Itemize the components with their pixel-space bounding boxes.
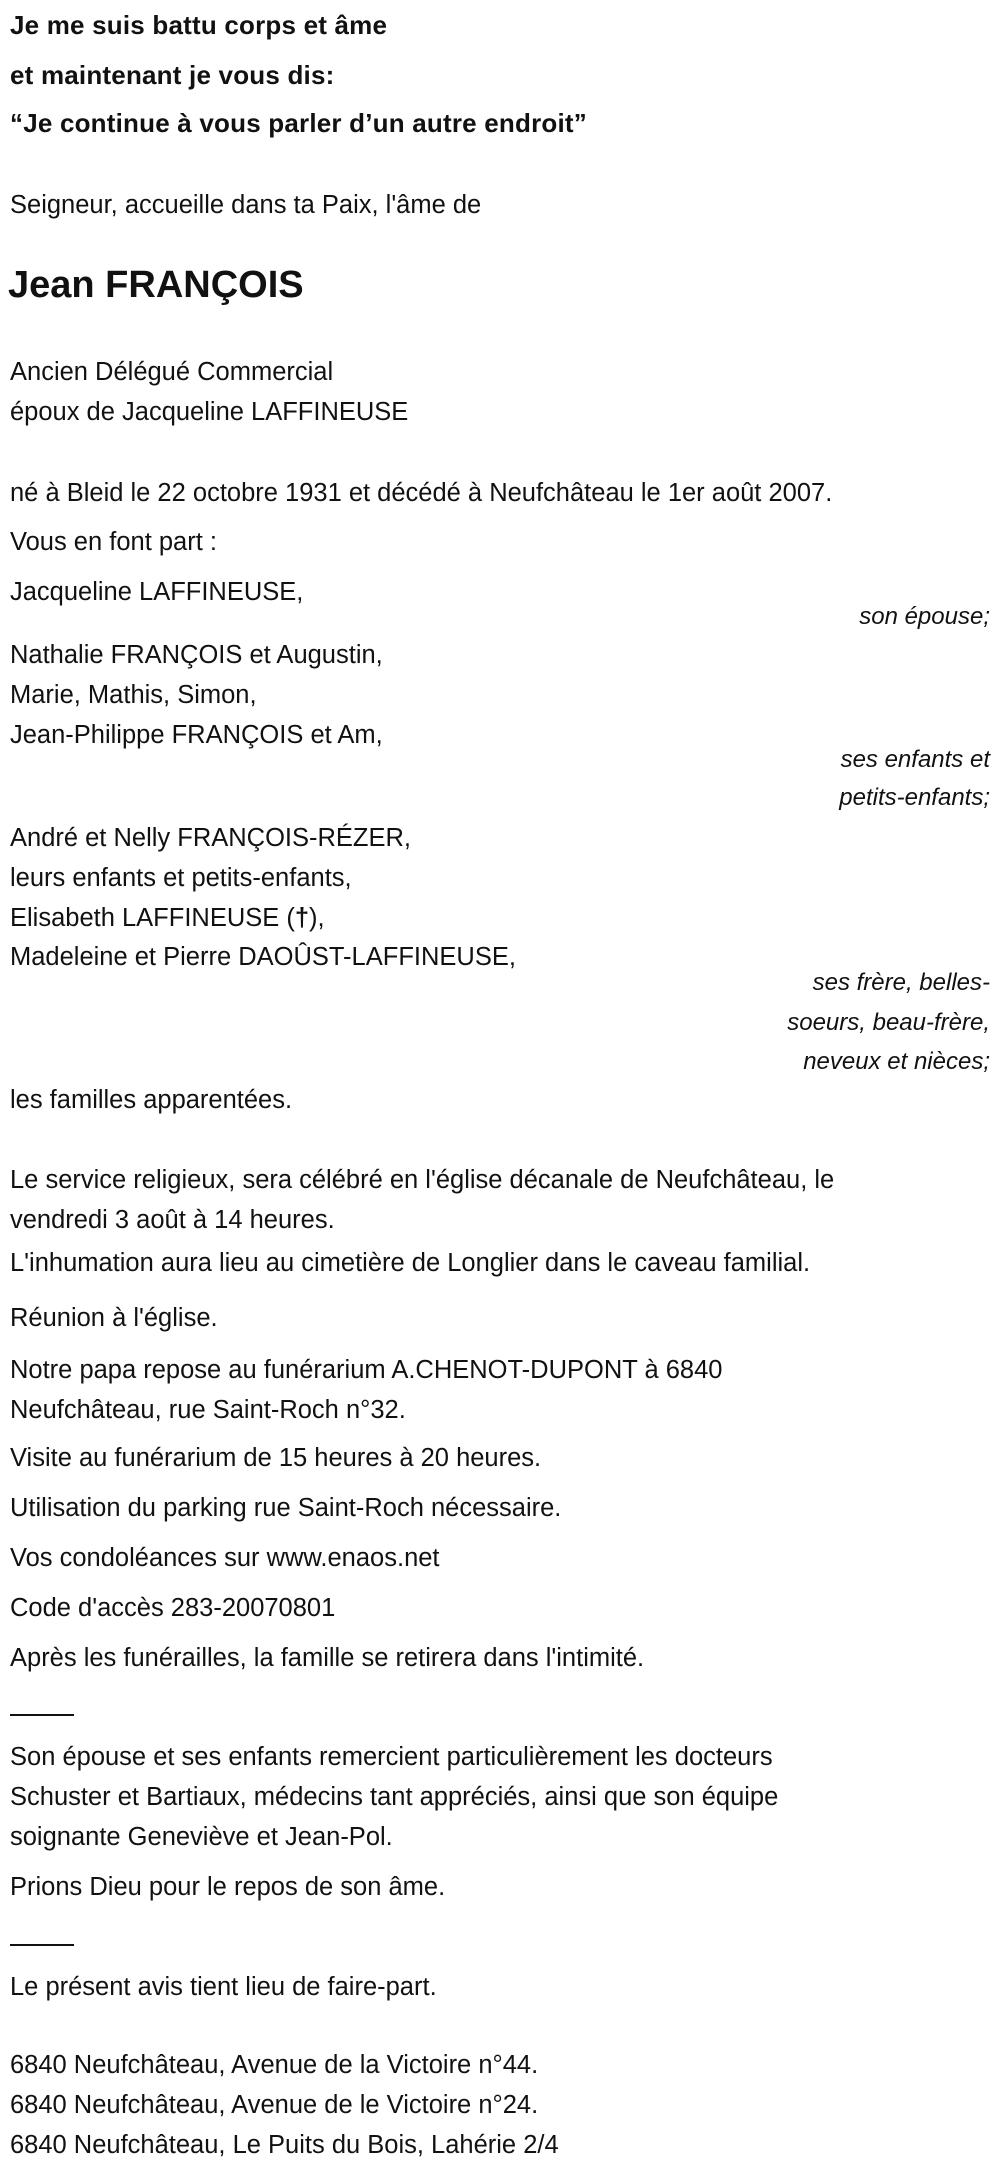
access-code: Code d'accès 283-20070801	[10, 1594, 336, 1622]
funeral-parking: Utilisation du parking rue Saint-Roch nécessaire.	[10, 1494, 562, 1522]
family-related: les familles apparentées.	[10, 1086, 293, 1114]
family-spouse-name: Jacqueline LAFFINEUSE,	[10, 578, 304, 606]
epigraph-line-2: et maintenant je vous dis:	[10, 60, 335, 90]
family-children-relation-2: petits-enfants;	[839, 784, 990, 811]
funeral-visit: Visite au funérarium de 15 heures à 20 heures.	[10, 1444, 542, 1472]
funeral-burial: L'inhumation aura lieu au cimetière de Longlier dans le caveau familial.	[10, 1249, 811, 1277]
epigraph-line-1: Je me suis battu corps et âme	[10, 10, 388, 40]
family-sibling-line-1: André et Nelly FRANÇOIS-RÉZER,	[10, 824, 412, 852]
sibling-name-suffix: ),	[309, 904, 325, 932]
deceased-spouse-line: époux de Jacqueline LAFFINEUSE	[10, 398, 409, 426]
notice-text: Le présent avis tient lieu de faire-part.	[10, 1973, 437, 2001]
family-siblings-relation-1: ses frère, belles-	[812, 969, 990, 996]
family-sibling-line-3	[10, 898, 325, 938]
family-child-line-3: Jean-Philippe FRANÇOIS et Am,	[10, 721, 383, 749]
separator-2	[10, 1944, 74, 1946]
epigraph-line-3: “Je continue à vous parler d’un autre endroit”	[10, 108, 587, 138]
prayer-text: Prions Dieu pour le repos de son âme.	[10, 1873, 446, 1901]
funeral-after: Après les funérailles, la famille se retirera dans l'intimité.	[10, 1644, 645, 1672]
funeral-home-line-2: Neufchâteau, rue Saint-Roch n°32.	[10, 1396, 406, 1424]
address-2: 6840 Neufchâteau, Avenue de le Victoire n°24.	[10, 2091, 539, 2119]
family-sibling-line-4: Madeleine et Pierre DAOÛST-LAFFINEUSE,	[10, 943, 516, 971]
condolences-link[interactable]: Vos condoléances sur www.enaos.net	[10, 1544, 440, 1572]
funeral-service-line-2: vendredi 3 août à 14 heures.	[10, 1206, 335, 1234]
birth-death-line: né à Bleid le 22 octobre 1931 et décédé à Neufchâteau le 1er août 2007.	[10, 479, 833, 507]
family-child-line-1: Nathalie FRANÇOIS et Augustin,	[10, 641, 383, 669]
address-1: 6840 Neufchâteau, Avenue de la Victoire n°44.	[10, 2051, 539, 2079]
announcement-intro: Vous en font part :	[10, 528, 217, 556]
funeral-service-line-1: Le service religieux, sera célébré en l'église décanale de Neufchâteau, le	[10, 1166, 835, 1194]
intro-text: Seigneur, accueille dans ta Paix, l'âme de	[10, 191, 482, 219]
address-3: 6840 Neufchâteau, Le Puits du Bois, Lahérie 2/4	[10, 2131, 559, 2159]
family-spouse-relation: son épouse;	[859, 603, 990, 630]
thanks-line-3: soignante Geneviève et Jean-Pol.	[10, 1823, 393, 1851]
thanks-line-2: Schuster et Bartiaux, médecins tant appréciés, ainsi que son équipe	[10, 1783, 779, 1811]
sibling-name: Elisabeth LAFFINEUSE (	[10, 904, 295, 932]
deceased-title: Ancien Délégué Commercial	[10, 358, 334, 386]
family-child-line-2: Marie, Mathis, Simon,	[10, 681, 257, 709]
family-children-relation-1: ses enfants et	[840, 746, 990, 773]
thanks-line-1: Son épouse et ses enfants remercient particulièrement les docteurs	[10, 1743, 773, 1771]
family-siblings-relation-3: neveux et nièces;	[803, 1048, 990, 1075]
funeral-meeting: Réunion à l'église.	[10, 1304, 218, 1332]
deceased-name: Jean FRANÇOIS	[8, 264, 304, 306]
dagger-icon: †	[294, 904, 310, 932]
family-sibling-line-2: leurs enfants et petits-enfants,	[10, 864, 352, 892]
family-siblings-relation-2: soeurs, beau-frère,	[787, 1009, 990, 1036]
separator-1	[10, 1714, 74, 1716]
funeral-home-line-1: Notre papa repose au funérarium A.CHENOT-DUPONT à 6840	[10, 1356, 723, 1384]
